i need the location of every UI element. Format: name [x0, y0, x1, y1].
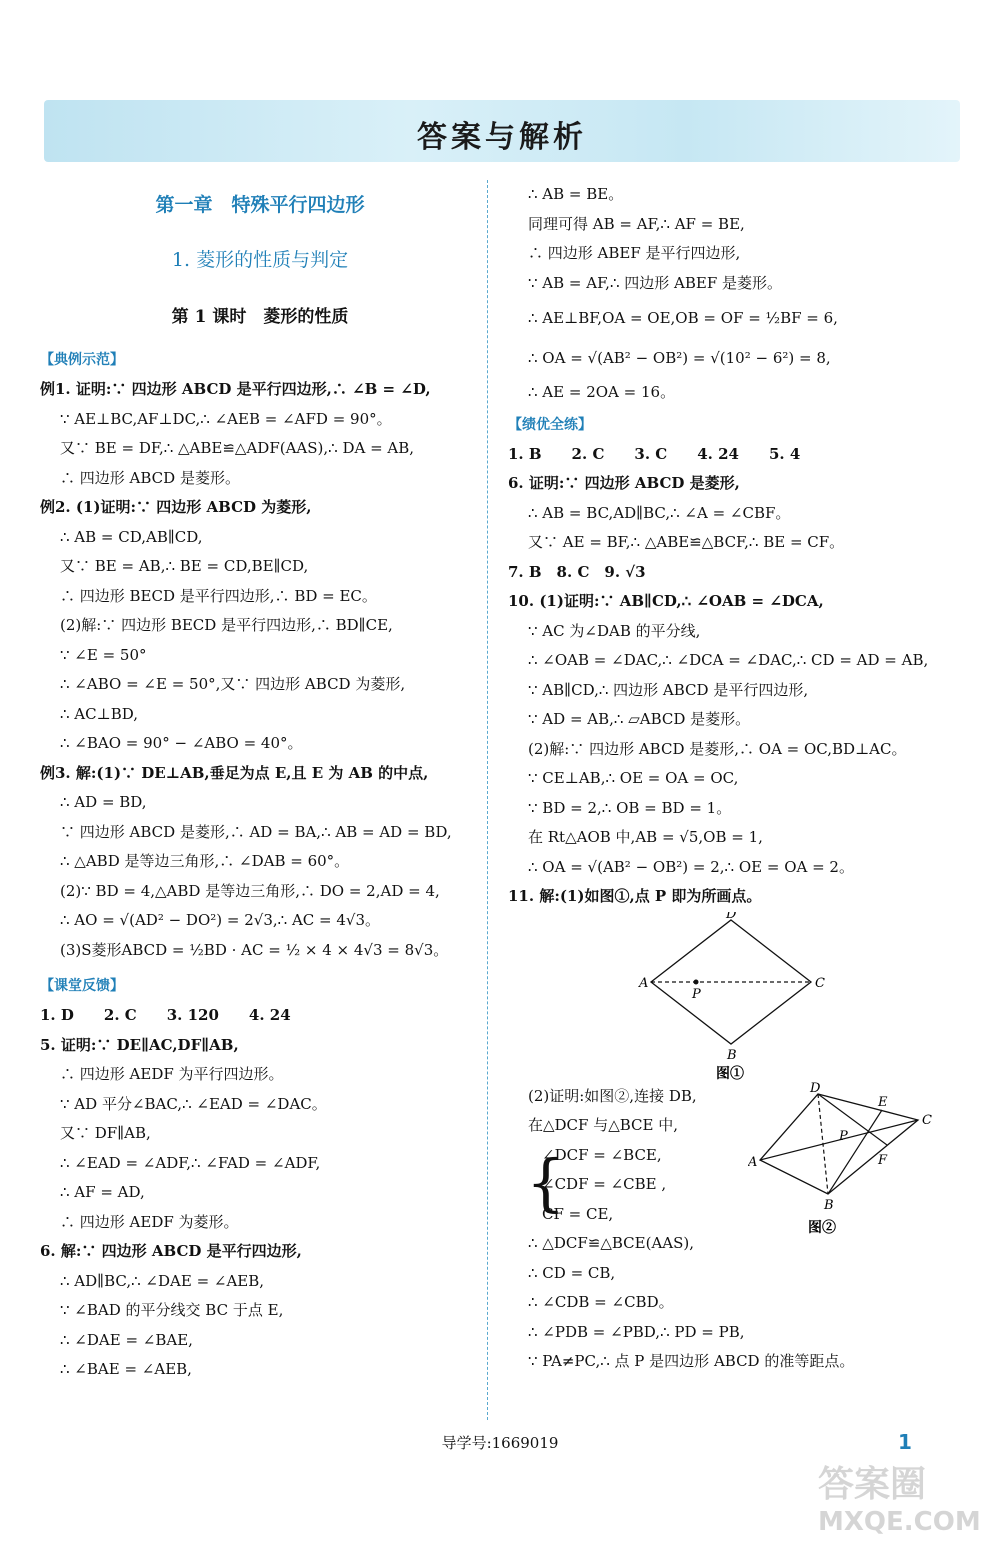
answer-line: ∴ 四边形 AEDF 为平行四边形。 — [60, 1065, 284, 1083]
svg-text:答案圈: 答案圈 — [818, 1464, 927, 1505]
answer-line: ∴ ∠PDB = ∠PBD,∴ PD = PB, — [528, 1322, 745, 1341]
tag-class-feedback: 【课堂反馈】 — [40, 978, 124, 994]
footer-code: 导学号:1669019 — [441, 1434, 559, 1452]
answer-line: 11. 解:(1)如图①,点 P 即为所画点。 — [508, 887, 762, 905]
answer-line: ∴ ∠DAE = ∠BAE, — [60, 1330, 193, 1349]
answer-line: ∵ AD 平分∠BAC,∴ ∠EAD = ∠DAC。 — [60, 1094, 327, 1113]
answer-line: ∴ △ABD 是等边三角形,∴ ∠DAB = 60°。 — [60, 852, 350, 870]
answer-line: ∴ ∠CDB = ∠CBD。 — [528, 1293, 674, 1311]
tag-excellence-practice: 【绩优全练】 — [508, 416, 592, 433]
answer-line: 又∵ DF∥AB, — [60, 1124, 151, 1142]
column-divider — [487, 180, 488, 1420]
label-A: A — [639, 975, 649, 991]
answer-line: 10. (1)证明:∵ AB∥CD,∴ ∠OAB = ∠DCA, — [508, 592, 824, 610]
answer-line: ∵ ∠E = 50° — [60, 645, 147, 664]
answer-line: ∴ 四边形 ABCD 是菱形。 — [60, 468, 240, 487]
answer-line: ∵ AB∥CD,∴ 四边形 ABCD 是平行四边形, — [528, 680, 809, 699]
answer-line: (2)解:∵ 四边形 BECD 是平行四边形,∴ BD∥CE, — [60, 616, 393, 634]
answer-line: ∴ ∠BAE = ∠AEB, — [60, 1360, 192, 1378]
answer-line: (3)S菱形ABCD = ½BD · AC = ½ × 4 × 4√3 = 8√3。 — [60, 940, 449, 959]
figure-1 — [508, 912, 968, 1082]
answer-line: 7. B 8. C 9. √3 — [508, 562, 646, 581]
answer-line: ∴ 四边形 ABEF 是平行四边形, — [528, 244, 741, 262]
rhombus-diagram-2 — [748, 1082, 948, 1262]
label-B: B — [727, 1047, 737, 1063]
answer-line: 又∵ AE = BF,∴ △ABE≌△BCF,∴ BE = CF。 — [528, 533, 845, 551]
answer-line: ∵ AC 为∠DAB 的平分线, — [528, 621, 701, 640]
answer-line: ∴ OA = √(AB² − OB²) = √(10² − 6²) = 8, — [528, 349, 831, 367]
answer-line: ∴ AE = 2OA = 16。 — [528, 383, 676, 401]
label-D: D — [810, 1081, 821, 1096]
answer-line: ∴ AB = CD,AB∥CD, — [60, 527, 203, 546]
answer-line: ∴ AB = BC,AD∥BC,∴ ∠A = ∠CBF。 — [528, 503, 791, 522]
rhombus-diagram-1 — [508, 912, 968, 1082]
label-C: C — [922, 1112, 932, 1128]
answer-line: ∴ ∠OAB = ∠DAC,∴ ∠DCA = ∠DAC,∴ CD = AD = AB, — [528, 651, 929, 669]
answer-line: 1. D 2. C 3. 120 4. 24 — [40, 1006, 291, 1024]
answer-line: 6. 证明:∵ 四边形 ABCD 是菱形, — [508, 474, 740, 492]
answer-line: ∵ AB = AF,∴ 四边形 ABEF 是菱形。 — [528, 273, 783, 292]
label-P: P — [839, 1128, 848, 1144]
label-A: A — [748, 1154, 758, 1170]
header-banner — [44, 100, 960, 162]
label-B: B — [824, 1197, 834, 1213]
label-F: F — [878, 1152, 888, 1168]
answer-line: (2)解:∵ 四边形 ABCD 是菱形,∴ OA = OC,BD⊥AC。 — [528, 739, 907, 758]
label-P: P — [692, 986, 701, 1002]
answer-line: 同理可得 AB = AF,∴ AF = BE, — [528, 214, 745, 233]
chapter-title: 第一章 特殊平行四边形 — [155, 194, 365, 216]
left-column — [40, 180, 480, 1385]
answer-line: ∴ OA = √(AB² − OB²) = 2,∴ OE = OA = 2。 — [528, 857, 854, 876]
answer-line: 在△DCF 与△BCE 中, — [528, 1116, 679, 1134]
answer-line: ∴ 四边形 BECD 是平行四边形,∴ BD = EC。 — [60, 586, 377, 605]
answer-line: ∴ AD∥BC,∴ ∠DAE = ∠AEB, — [60, 1271, 265, 1290]
answer-line: 6. 解:∵ 四边形 ABCD 是平行四边形, — [40, 1242, 302, 1260]
answer-line: ∵ AD = AB,∴ ▱ABCD 是菱形。 — [528, 710, 751, 728]
answer-line: (2)∵ BD = 4,△ABD 是等边三角形,∴ DO = 2,AD = 4, — [60, 881, 440, 900]
answer-line: 5. 证明:∵ DE∥AC,DF∥AB, — [40, 1035, 239, 1054]
answer-line: 1. B 2. C 3. C 4. 24 5. 4 — [508, 444, 801, 463]
answer-line: ∵ PA≠PC,∴ 点 P 是四边形 ABCD 的准等距点。 — [528, 1352, 855, 1370]
answer-line: ∴ ∠ABO = ∠E = 50°,又∵ 四边形 ABCD 为菱形, — [60, 675, 406, 693]
page-title: 答案与解析 — [417, 120, 587, 155]
answer-line: ∠CDF = ∠CBE , — [542, 1175, 667, 1193]
page-number: 1 — [898, 1430, 912, 1454]
answer-line: ∵ 四边形 ABCD 是菱形,∴ AD = BA,∴ AB = AD = BD, — [60, 822, 452, 841]
label-D: D — [726, 911, 737, 922]
answer-line: ∵ ∠BAD 的平分线交 BC 于点 E, — [60, 1301, 284, 1319]
answer-line: 在 Rt△AOB 中,AB = √5,OB = 1, — [528, 828, 763, 846]
figure-caption: 图② — [808, 1219, 836, 1236]
answer-line: ∠DCF = ∠BCE, — [542, 1145, 662, 1164]
section-title: 1. 菱形的性质与判定 — [171, 249, 349, 271]
answer-line: ∴ ∠BAO = 90° − ∠ABO = 40°。 — [60, 734, 303, 752]
watermark-logo — [808, 1452, 992, 1536]
answer-line: ∴ AB = BE。 — [528, 185, 624, 203]
answer-line: ∴ AE⊥BF,OA = OE,OB = OF = ½BF = 6, — [528, 309, 838, 327]
lesson-title: 第 1 课时 菱形的性质 — [171, 307, 349, 327]
answer-line: 例2. (1)证明:∵ 四边形 ABCD 为菱形, — [40, 498, 312, 516]
condition-brace: { ∠DCF = ∠BCE, ∠CDF = ∠CBE , CF = CE, — [508, 1141, 968, 1230]
answer-line: ∴ AF = AD, — [60, 1183, 145, 1201]
svg-text:MXQE.COM: MXQE.COM — [818, 1507, 981, 1536]
label-C: C — [815, 975, 825, 991]
answer-line: ∴ AC⊥BD, — [60, 704, 139, 723]
answer-line: ∴ AO = √(AD² − DO²) = 2√3,∴ AC = 4√3。 — [60, 911, 381, 929]
answer-line: ∵ CE⊥AB,∴ OE = OA = OC, — [528, 769, 739, 787]
right-column — [508, 180, 968, 1382]
answer-line: ∵ AE⊥BC,AF⊥DC,∴ ∠AEB = ∠AFD = 90°。 — [60, 409, 392, 428]
answer-line: ∴ CD = CB, — [528, 1263, 616, 1282]
part2-block — [508, 1082, 968, 1382]
answer-line: ∴ 四边形 AEDF 为菱形。 — [60, 1212, 239, 1231]
answer-line: 例1. 证明:∵ 四边形 ABCD 是平行四边形,∴ ∠B = ∠D, — [40, 380, 431, 398]
answer-line: ∴ AD = BD, — [60, 793, 147, 811]
tag-examples: 【典例示范】 — [40, 352, 124, 368]
answer-line: 又∵ BE = DF,∴ △ABE≌△ADF(AAS),∴ DA = AB, — [60, 439, 415, 457]
answer-line: 又∵ BE = AB,∴ BE = CD,BE∥CD, — [60, 557, 309, 575]
answer-line: ∵ BD = 2,∴ OB = BD = 1。 — [528, 798, 732, 817]
figure-caption: 图① — [716, 1065, 744, 1082]
answer-line: (2)证明:如图②,连接 DB, — [528, 1086, 697, 1105]
answer-line: 例3. 解:(1)∵ DE⊥AB,垂足为点 E,且 E 为 AB 的中点, — [40, 763, 429, 782]
answer-line: ∴ △DCF≌△BCE(AAS), — [528, 1234, 695, 1252]
answer-line: ∴ ∠EAD = ∠ADF,∴ ∠FAD = ∠ADF, — [60, 1153, 321, 1172]
answer-line: CF = CE, — [542, 1204, 614, 1223]
label-E: E — [878, 1094, 888, 1110]
